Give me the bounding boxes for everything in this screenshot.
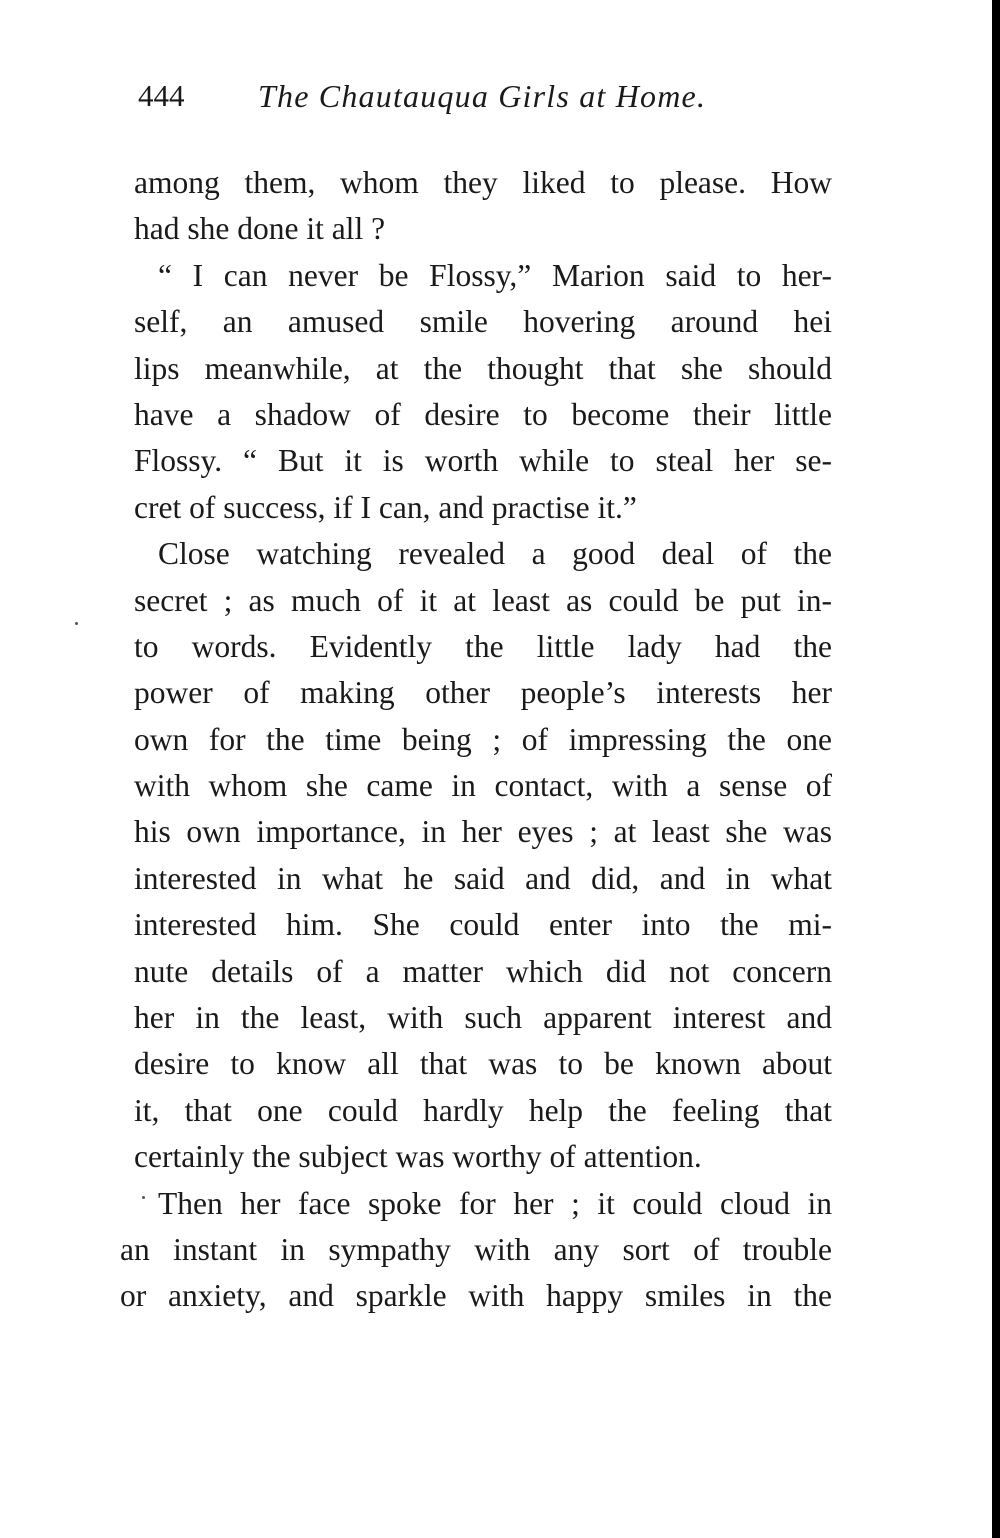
text-line: cret of success, if I can, and practise it.”: [134, 489, 637, 525]
text-line: his own importance, in her eyes ; at least she was: [134, 814, 832, 850]
text-line: an instant in sympathy with any sort of trouble: [120, 1231, 832, 1267]
page-number: 444: [138, 78, 185, 113]
text-line: nute details of a matter which did not concern: [134, 953, 832, 989]
text-line: lips meanwhile, at the thought that she should: [134, 350, 832, 386]
text-line: interested him. She could enter into the mi-: [134, 907, 832, 943]
body-text: [120, 160, 832, 1340]
text-line: Close watching revealed a good deal of the: [158, 536, 832, 572]
text-line: own for the time being ; of impressing the one: [134, 721, 832, 757]
paragraph: [120, 253, 832, 531]
text-line: interested in what he said and did, and in what: [134, 860, 832, 896]
text-line: or anxiety, and sparkle with happy smiles in the: [120, 1278, 832, 1314]
text-line: Flossy. “ But it is worth while to steal her se-: [134, 443, 832, 479]
scan-speck: [75, 622, 78, 625]
text-line: “ I can never be Flossy,” Marion said to her-: [158, 257, 832, 293]
paragraph: [120, 160, 832, 253]
text-line: to words. Evidently the little lady had the: [134, 628, 832, 664]
text-line: self, an amused smile hovering around hei: [134, 304, 832, 340]
text-line: her in the least, with such apparent interest and: [134, 1000, 832, 1036]
paragraph: [120, 531, 832, 1180]
text-line: with whom she came in contact, with a sense of: [134, 768, 832, 804]
running-title: The Chautauqua Girls at Home.: [258, 78, 707, 114]
scan-speck: [142, 1196, 145, 1199]
text-line: it, that one could hardly help the feeling that: [134, 1092, 832, 1128]
page-header: [138, 78, 778, 128]
text-line: desire to know all that was to be known about: [134, 1046, 832, 1082]
text-line: among them, whom they liked to please. How: [134, 165, 832, 200]
text-line: had she done it all ?: [134, 211, 386, 247]
scan-edge: [992, 0, 1000, 1538]
text-line: have a shadow of desire to become their little: [134, 396, 832, 432]
text-line: secret ; as much of it at least as could be put in-: [134, 582, 832, 618]
text-line: certainly the subject was worthy of attention.: [134, 1139, 702, 1175]
paragraph: [120, 1181, 832, 1320]
text-line: Then her face spoke for her ; it could cloud in: [158, 1185, 832, 1221]
text-line: power of making other people’s interests her: [134, 675, 832, 711]
